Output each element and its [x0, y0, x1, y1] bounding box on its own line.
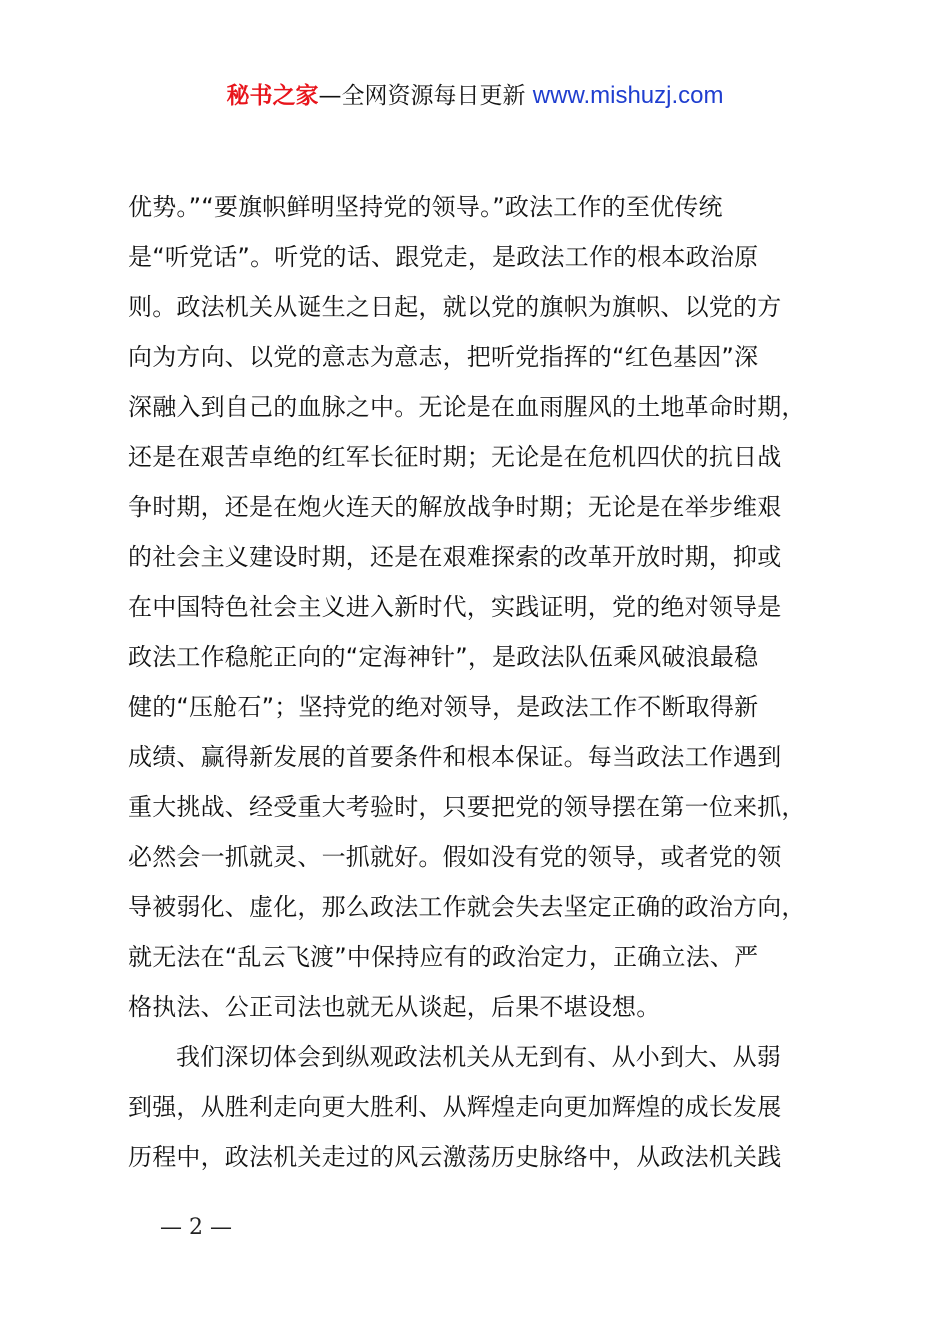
text-line: 的社会主义建设时期，还是在艰难探索的改革开放时期，抑或 — [128, 543, 782, 571]
text-line: 导被弱化、虚化，那么政法工作就会失去坚定正确的政治方向， — [128, 893, 806, 921]
text-line: 是“听党话”。听党的话、跟党走，是政法工作的根本政治原 — [128, 243, 759, 271]
text-line: 健的“压舱石”；坚持党的绝对领导，是政法工作不断取得新 — [128, 693, 759, 721]
text-line: 就无法在“乱云飞渡”中保持应有的政治定力，正确立法、严 — [128, 943, 759, 971]
text-line: 向为方向、以党的意志为意志，把听党指挥的“红色基因”深 — [128, 343, 759, 371]
text-line: 必然会一抓就灵、一抓就好。假如没有党的领导，或者党的领 — [128, 843, 782, 871]
text-line: 格执法、公正司法也就无从谈起，后果不堪设想。 — [128, 993, 661, 1021]
site-header — [0, 80, 950, 112]
text-line: 争时期，还是在炮火连天的解放战争时期；无论是在举步维艰 — [128, 493, 782, 521]
text-line: 政法工作稳舵正向的“定海神针”，是政法队伍乘风破浪最稳 — [128, 643, 759, 671]
site-url-link[interactable]: www.mishuzj.com — [532, 82, 724, 109]
document-body — [128, 182, 828, 1182]
page-number: — 2 — — [160, 1215, 232, 1240]
text-line: 优势。”“要旗帜鲜明坚持党的领导。”政法工作的至优传统 — [128, 193, 723, 221]
text-line: 成绩、赢得新发展的首要条件和根本保证。每当政法工作遇到 — [128, 743, 782, 771]
text-line: 到强，从胜利走向更大胜利、从辉煌走向更加辉煌的成长发展 — [128, 1093, 782, 1121]
text-line: 还是在艰苦卓绝的红军长征时期；无论是在危机四伏的抗日战 — [128, 443, 782, 471]
text-line: 重大挑战、经受重大考验时，只要把党的领导摆在第一位来抓， — [128, 793, 806, 821]
text-line: 深融入到自己的血脉之中。无论是在血雨腥风的土地革命时期， — [128, 393, 806, 421]
text-line: 则。政法机关从诞生之日起，就以党的旗帜为旗帜、以党的方 — [128, 293, 782, 321]
text-line: 在中国特色社会主义进入新时代，实践证明，党的绝对领导是 — [128, 593, 782, 621]
paragraph-first-line: 我们深切体会到纵观政法机关从无到有、从小到大、从弱 — [176, 1043, 781, 1071]
site-tagline: —全网资源每日更新 — [318, 83, 533, 109]
text-line: 历程中，政法机关走过的风云激荡历史脉络中，从政法机关践 — [128, 1143, 782, 1171]
site-brand: 秘书之家 — [226, 83, 319, 109]
